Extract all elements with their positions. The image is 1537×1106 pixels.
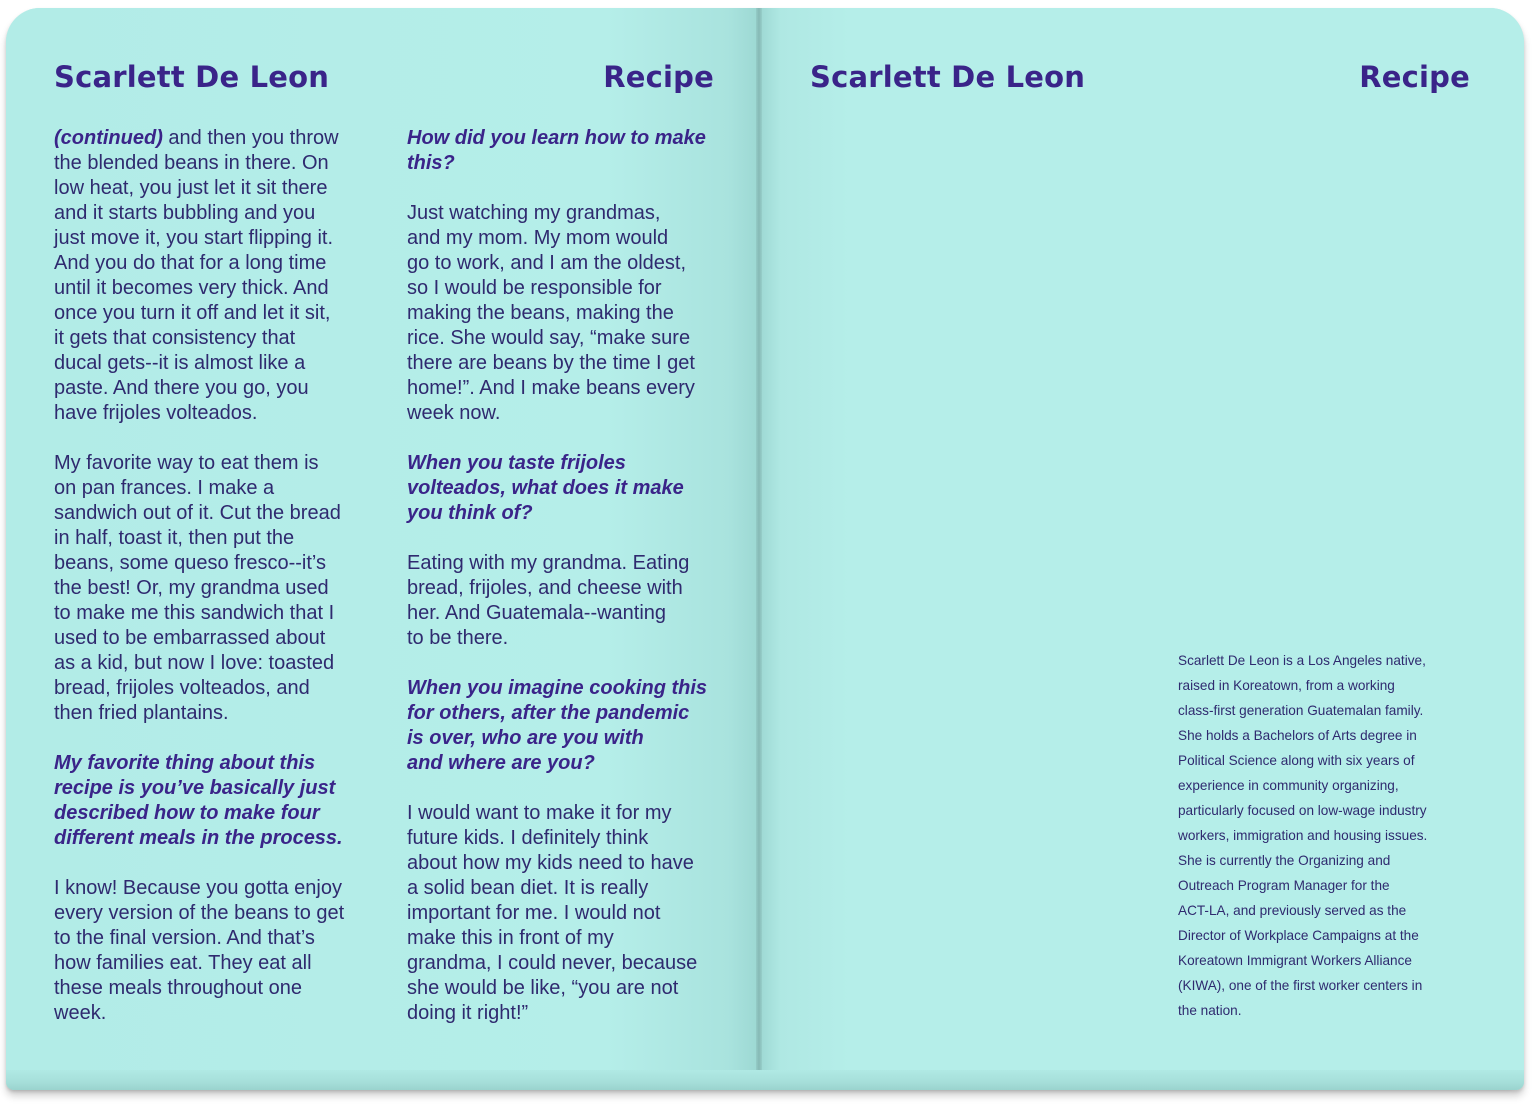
question-taste: When you taste frijoles volteados, what does it make you think of?: [407, 452, 684, 524]
left-page-header-name: Scarlett De Leon: [54, 60, 330, 94]
left-column-1: [54, 126, 384, 1051]
question-imagine-cooking: When you imagine cooking this for others, after the pandemic is over, who are you with and where are you?: [407, 677, 708, 774]
continued-body: and then you throw the blended beans in there. On low heat, you just let it sit there and it starts bubbling and you just move it, you start flipping it. And you do that for a long time until it becomes very thick. And once you turn it off and let it sit, it gets that consistency that ducal gets--it is almost like a paste. And there you go, you have frijoles volteados.: [54, 127, 339, 424]
answer-taste: Eating with my grandma. Eating bread, frijoles, and cheese with her. And Guatemala--wanting to be there.: [407, 552, 690, 649]
book-gutter: [756, 8, 762, 1080]
right-page-header-name: Scarlett De Leon: [810, 60, 1086, 94]
book-bottom-edge: [6, 1070, 1524, 1090]
question-favorite-thing: My favorite thing about this recipe is you’ve basically just described how to make four different meals in the process.: [54, 752, 343, 849]
author-bio: Scarlett De Leon is a Los Angeles native, raised in Koreatown, from a working class-first generation Guatemalan family. She holds a Bachelors of Arts degree in Political Science along with six years of experience in community organizing, particularly focused on low-wage industry workers, immigration and housing issues. She is currently the Organizing and Outreach Program Manager for the ACT-LA, and previously served as the Director of Workplace Campaigns at the Koreatown Immigrant Workers Alliance (KIWA), one of the first worker centers in the nation.: [1178, 653, 1428, 1018]
left-page-header-section: Recipe: [603, 60, 714, 94]
answer-how-learn: Just watching my grandmas, and my mom. My mom would go to work, and I am the oldest, so I would be responsible for making the beans, making the rice. She would say, “make sure there are beans by the time I get home!”. And I make beans every week now.: [407, 202, 695, 424]
paragraph-favorite-way: My favorite way to eat them is on pan frances. I make a sandwich out of it. Cut the bread in half, toast it, then put the beans, some queso fresco--it’s the best! Or, my grandma used to make me this sandwich that I used to be embarrassed about as a kid, but now I love: toasted bread, frijoles volteados, and then fried plantains.: [54, 452, 341, 724]
right-page-header-section: Recipe: [1359, 60, 1470, 94]
paragraph-continued: [54, 126, 384, 426]
answer-favorite-thing: I know! Because you gotta enjoy every version of the beans to get to the final version. And that’s how families eat. They eat all these meals throughout one week.: [54, 877, 345, 1024]
left-column-2: [407, 126, 742, 1051]
continued-label: (continued): [54, 127, 163, 149]
answer-imagine-cooking: I would want to make it for my future kids. I definitely think about how my kids need to have a solid bean diet. It is really important for me. I would not make this in front of my grandma, I could never, because she would be like, “you are not doing it right!”: [407, 802, 698, 1024]
question-how-learn: How did you learn how to make this?: [407, 127, 706, 174]
open-book: [6, 8, 1524, 1090]
